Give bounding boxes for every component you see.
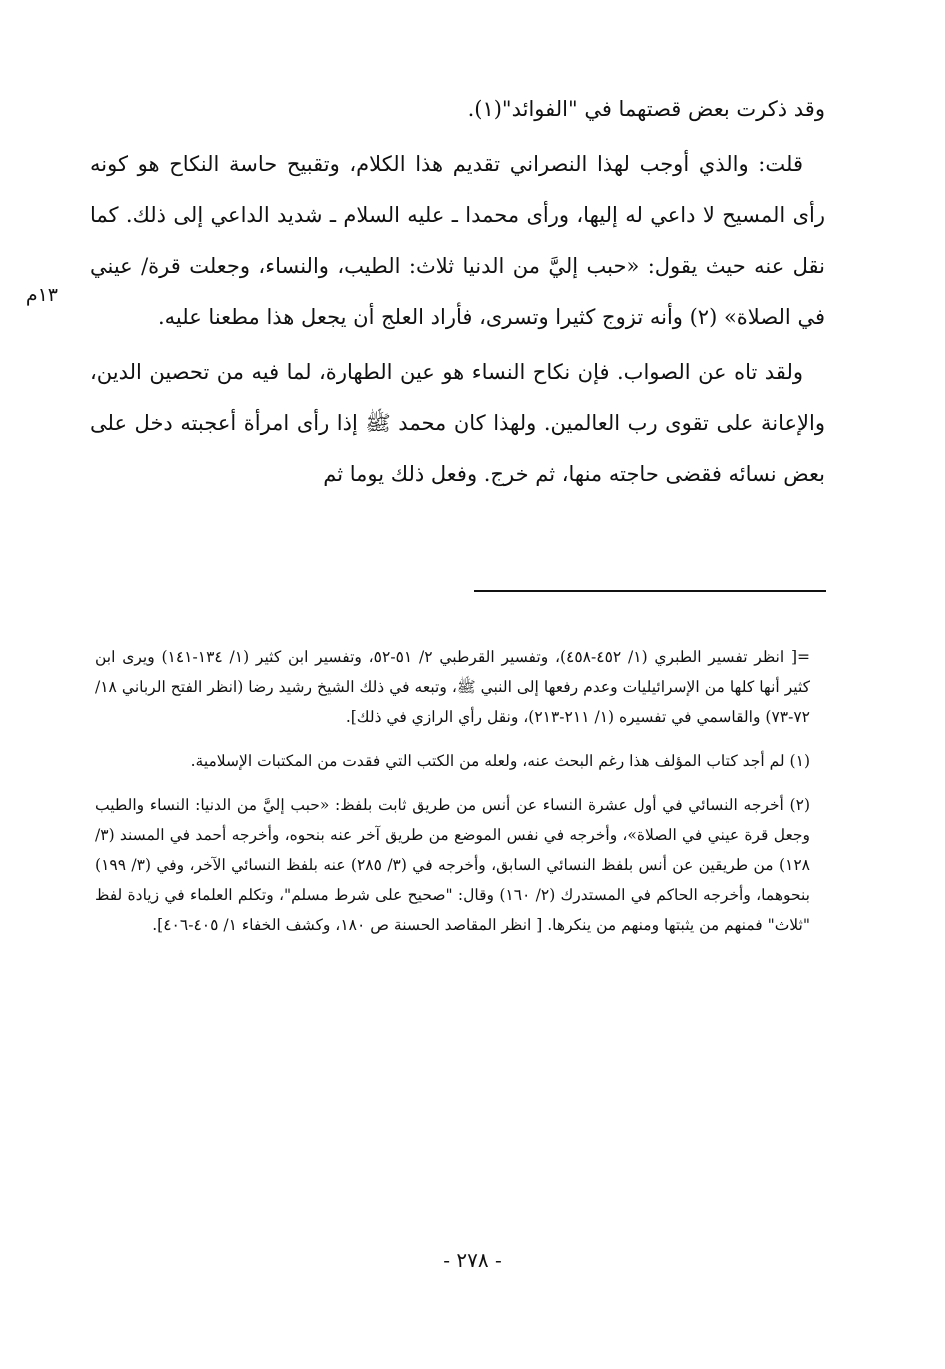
main-paragraph: وقد ذكرت بعض قصتهما في "الفوائد"(١). — [467, 97, 825, 121]
main-paragraph: ولقد تاه عن الصواب. فإن نكاح النساء هو عين الطهارة، لما فيه من تحصين الدين، والإعانة على تقوى رب العالمين. ولهذا كان محمد ﷺ إذا رأى امرأة أعجبته دخل على بعض نسائه فقضى حاجته منها، ثم خرج. وفعل ذلك يوما ثم — [90, 360, 825, 486]
footnote-continuation: =[ انظر تفسير الطبري (١/ ٤٥٢-٤٥٨)، وتفسير القرطبي ٢/ ٥١-٥٢، وتفسير ابن كثير (١/ ١٣٤-١٤١) ويرى ابن كثير أنها كلها من الإسرائيليات وعدم رفعها إلى النبي ﷺ، وتبعه في ذلك الشيخ رشيد رضا (انظر الفتح الرباني ١٨/ ٧٢-٧٣) والقاسمي في تفسيره (١/ ٢١١-٢١٣)، ونقل رأي الرازي في ذلك]. — [95, 648, 810, 726]
main-text-block — [90, 84, 825, 504]
page-number: - ٢٧٨ - — [443, 1248, 502, 1272]
footnotes-block — [95, 642, 810, 954]
margin-note: ١٣م — [25, 284, 58, 306]
main-paragraph: قلت: والذي أوجب لهذا النصراني تقديم هذا الكلام، وتقبيح حاسة النكاح هو كونه رأى المسيح لا داعي له إليها، ورأى محمدا ـ عليه السلام ـ شديد الداعي إلى ذلك. كما نقل عنه حيث يقول: «حبب إليَّ من الدنيا ثلاث: الطيب، والنساء، وجعلت قرة/ عيني في الصلاة» (٢) وأنه تزوج كثيرا وتسرى، فأراد العلج أن يجعل هذا مطعنا عليه. — [90, 152, 825, 329]
footnote-2: (٢) أخرجه النسائي في أول عشرة النساء عن أنس من طريق ثابت بلفظ: «حبب إليَّ من الدنيا: النساء والطيب وجعل قرة عيني في الصلاة»، وأخرجه في نفس الموضع من طريق آخر عنه بنحوه، وأخرجه أحمد في المسند (٣/ ١٢٨) من طريقين عن أنس بلفظ النسائي السابق، وأخرجه في (٣/ ٢٨٥) عنه بلفظ النسائي الآخر، وفي (٣/ ١٩٩) بنحوهما، وأخرجه الحاكم في المستدرك (٢/ ١٦٠) وقال: "صحيح على شرط مسلم"، وتكلم العلماء في زيادة لفظ "ثلاث" فمنهم من يثبتها ومنهم من ينكرها. [ انظر المقاصد الحسنة ص ١٨٠، وكشف الخفاء ١/ ٤٠٥-٤٠٦]. — [95, 796, 810, 934]
footnote-1: (١) لم أجد كتاب المؤلف هذا رغم البحث عنه، ولعله من الكتب التي فقدت من المكتبات الإسلامية. — [190, 752, 810, 770]
footnote-separator — [474, 590, 826, 592]
